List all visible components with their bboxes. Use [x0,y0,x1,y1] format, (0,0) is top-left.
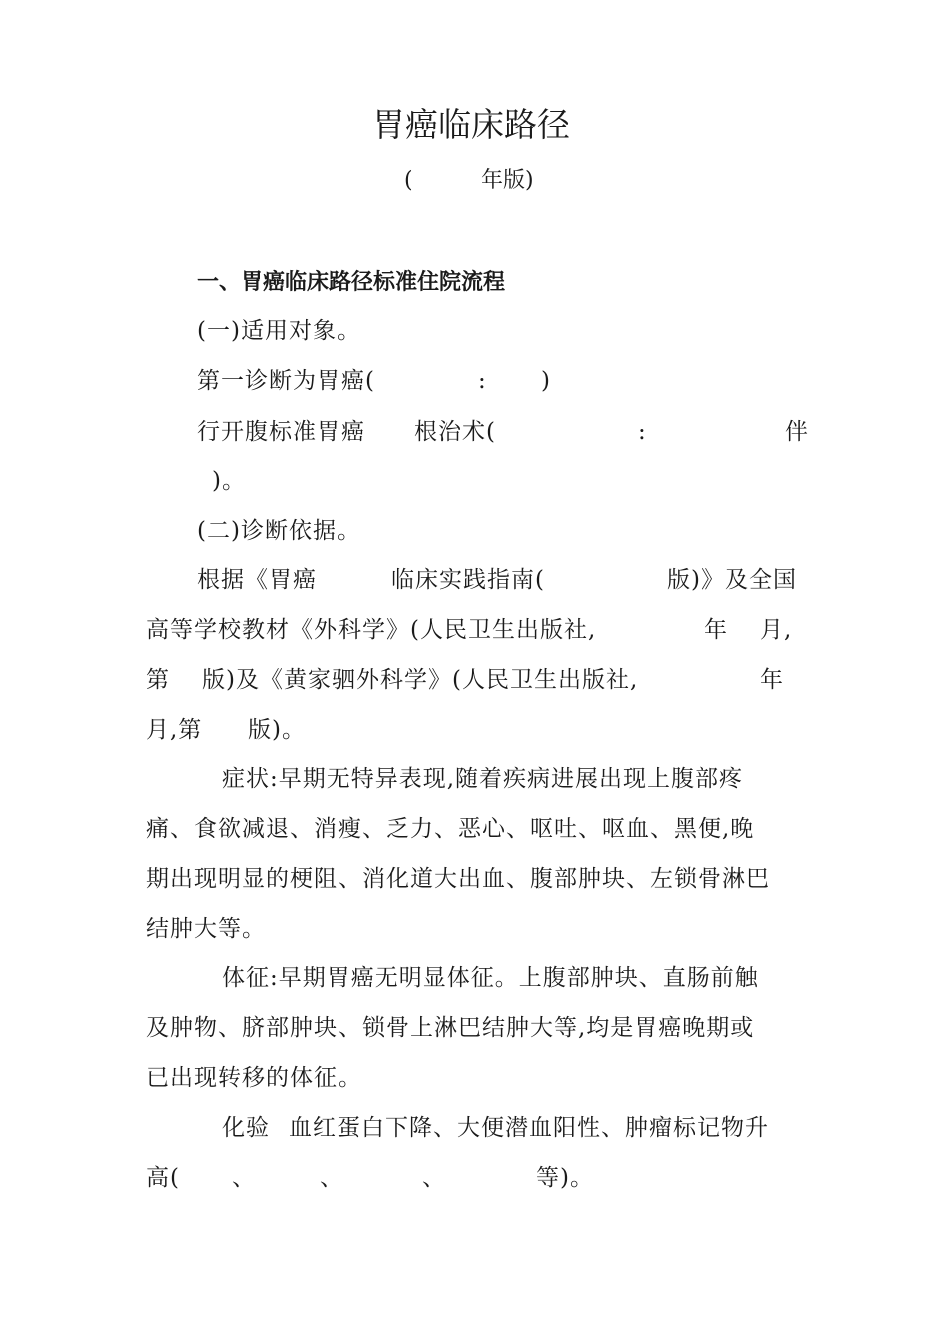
basis-line2-c: 月, [760,617,793,643]
lab-line1-b: 血红蛋白下降、大便潜血阳性、肿瘤标记物升 [289,1115,769,1141]
basis-line1-c: 版)》及全国 [667,567,797,593]
signs-line3: 已出现转移的体征。 [146,1065,362,1091]
basis-line2-a: 高等学校教材《外科学》(人民卫生出版社, [146,617,597,643]
lab-line2-b: 、 [232,1165,256,1191]
diagnosis-line-colon: : [478,368,487,394]
subheading-applicable: (一)适用对象。 [197,318,361,344]
edition-open-paren: ( [404,168,413,193]
basis-line3-a: 第 [146,667,170,693]
surgery-line-a: 行开腹标准胃癌 [197,419,365,445]
basis-line2-b: 年 [704,617,728,643]
signs-line1: 体征:早期胃癌无明显体征。上腹部肿块、直肠前触 [222,965,759,991]
symptoms-line1: 症状:早期无特异表现,随着疾病进展出现上腹部疼 [222,766,744,792]
section-heading-1: 一、胃癌临床路径标准住院流程 [197,270,506,295]
surgery-line-close: )。 [212,468,246,494]
basis-line3-c: 年 [760,667,784,693]
surgery-line-end: 伴 [785,419,809,445]
basis-line1-b: 临床实践指南( [391,567,545,593]
basis-line4-b: 版)。 [248,717,306,743]
lab-line2-c: 、 [320,1165,344,1191]
symptoms-line2: 痛、食欲减退、消瘦、乏力、恶心、呕吐、呕血、黑便,晚 [146,816,755,842]
lab-line2-e: 等)。 [536,1165,594,1191]
doc-title: 胃癌临床路径 [372,105,570,144]
basis-line3-b: 版)及《黄家驷外科学》(人民卫生出版社, [202,667,639,693]
lab-line2-d: 、 [422,1165,446,1191]
subheading-diagnosis: (二)诊断依据。 [197,518,361,544]
lab-line1-a: 化验 [222,1115,270,1141]
surgery-line-b: 根治术( [414,419,496,445]
basis-line4-a: 月,第 [146,717,203,743]
diagnosis-line-close: ) [541,368,551,394]
diagnosis-line-a: 第一诊断为胃癌( [197,368,375,394]
surgery-line-colon: : [638,419,647,445]
signs-line2: 及肿物、脐部肿块、锁骨上淋巴结肿大等,均是胃癌晚期或 [146,1015,755,1041]
basis-line1-a: 根据《胃癌 [197,567,317,593]
symptoms-line3: 期出现明显的梗阻、消化道大出血、腹部肿块、左锁骨淋巴 [146,866,770,892]
symptoms-line4: 结肿大等。 [146,916,266,942]
edition-text: 年版) [481,168,534,193]
lab-line2-a: 高( [146,1165,180,1191]
